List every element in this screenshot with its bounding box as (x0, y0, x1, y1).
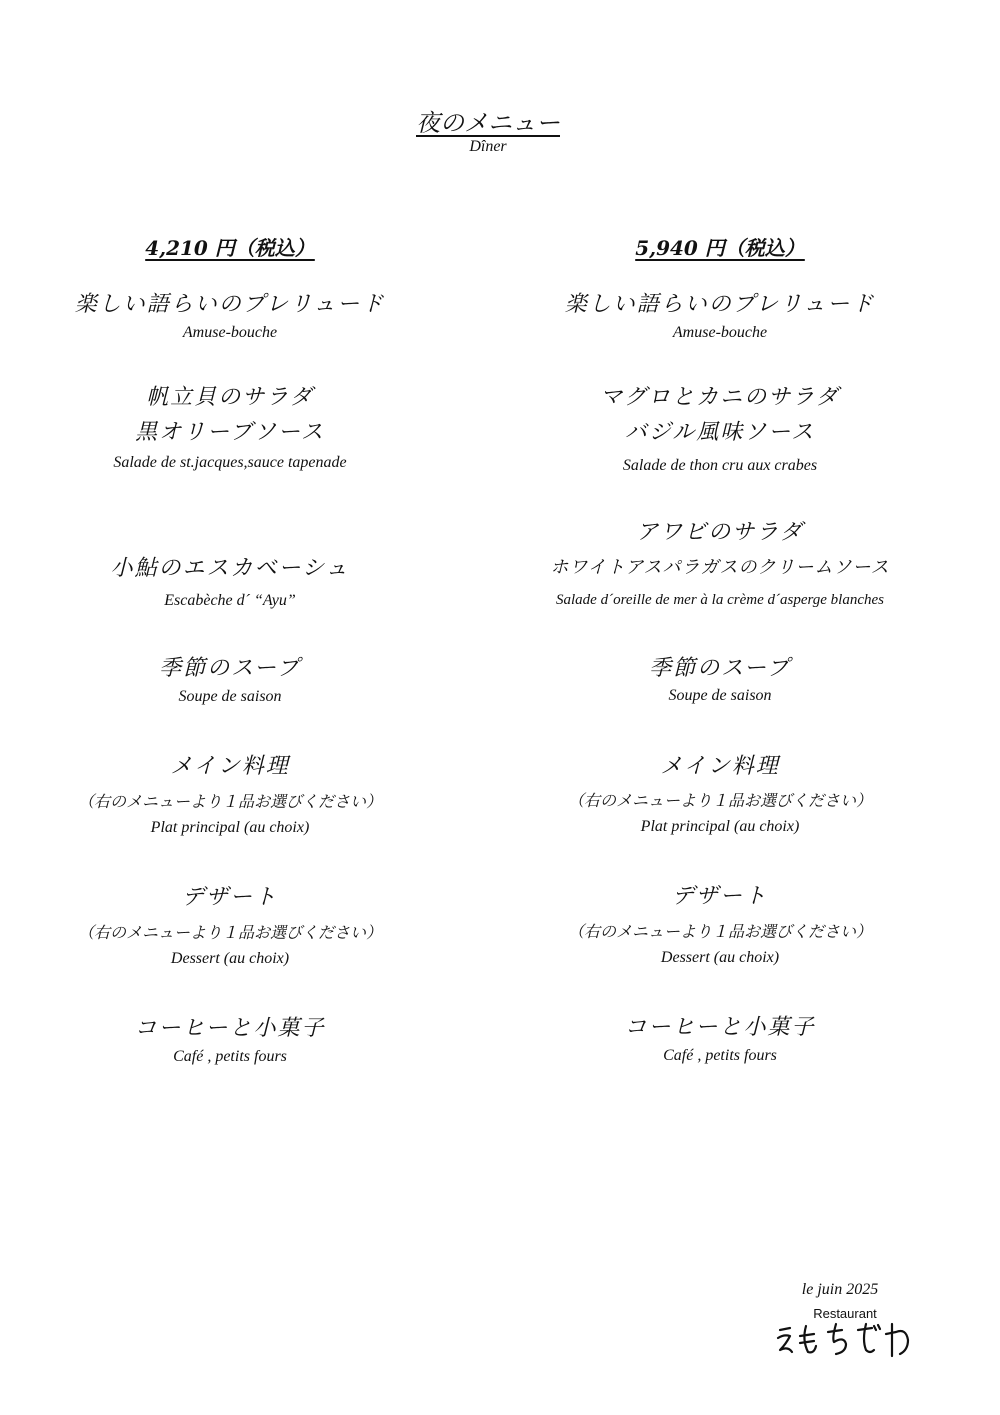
course-salad-fr: Salade de st.jacques,sauce tapenade (113, 454, 347, 471)
course-escabeche-fr: Escabèche d´ “Ayu” (164, 592, 296, 609)
menu-column-4210 (50, 0, 410, 1415)
course-coffee-fr: Café , petits fours (173, 1048, 287, 1065)
course-dessert-jp: デザート (671, 884, 768, 909)
course-dessert-jp: デザート (181, 885, 278, 910)
course-main-note: （右のメニューより１品お選びください） (567, 791, 872, 810)
course-dessert-note: （右のメニューより１品お選びください） (567, 922, 872, 941)
course-amuse-jp: 楽しい語らいのプレリュード (74, 292, 386, 317)
course-coffee-fr: Café , petits fours (663, 1047, 777, 1064)
course-soup-jp: 季節のスープ (649, 656, 791, 681)
course-main-jp: メイン料理 (660, 754, 780, 779)
course-salad-jp-2: バジル風味ソース (624, 420, 816, 445)
course-coffee-jp: コーヒーと小菓子 (134, 1016, 326, 1041)
course-coffee-jp: コーヒーと小菓子 (624, 1015, 816, 1040)
restaurant-label: Restaurant (813, 1306, 877, 1321)
course-main-note: （右のメニューより１品お選びください） (77, 792, 382, 811)
course-main-fr: Plat principal (au choix) (640, 818, 800, 835)
price-heading: 4,210 円（税込） (145, 236, 315, 260)
course-salad-jp-2: 黒オリーブソース (135, 420, 325, 445)
course-abalone-jp-1: アワビのサラダ (636, 520, 804, 545)
course-abalone-fr: Salade d´oreille de mer à la crème d´asperge blanches (556, 592, 884, 608)
course-escabeche-jp: 小鮎のエスカベーシュ (110, 556, 350, 581)
course-soup-jp: 季節のスープ (159, 656, 301, 681)
course-amuse-fr: Amuse-bouche (672, 324, 768, 341)
course-salad-jp-1: 帆立貝のサラダ (146, 385, 314, 410)
menu-date: le juin 2025 (801, 1281, 879, 1298)
course-amuse-jp: 楽しい語らいのプレリュード (564, 292, 876, 317)
menu-column-5940 (530, 0, 910, 1415)
course-dessert-fr: Dessert (au choix) (660, 949, 780, 966)
course-dessert-fr: Dessert (au choix) (170, 950, 290, 967)
course-soup-fr: Soupe de saison (178, 688, 282, 705)
restaurant-logo-signature (770, 1316, 920, 1366)
course-soup-fr: Soupe de saison (668, 687, 772, 704)
course-abalone-jp-2: ホワイトアスパラガスのクリームソース (550, 557, 890, 578)
course-salad-fr: Salade de thon cru aux crabes (622, 457, 818, 474)
menu-title: 夜のメニュー (416, 109, 560, 137)
menu-subtitle: Dîner (469, 138, 507, 155)
course-salad-jp-1: マグロとカニのサラダ (600, 385, 840, 410)
price-heading: 5,940 円（税込） (635, 236, 805, 260)
course-amuse-fr: Amuse-bouche (182, 324, 278, 341)
course-main-fr: Plat principal (au choix) (150, 819, 310, 836)
restaurant-logo (770, 1316, 920, 1370)
course-main-jp: メイン料理 (170, 754, 290, 779)
course-dessert-note: （右のメニューより１品お選びください） (77, 923, 382, 942)
